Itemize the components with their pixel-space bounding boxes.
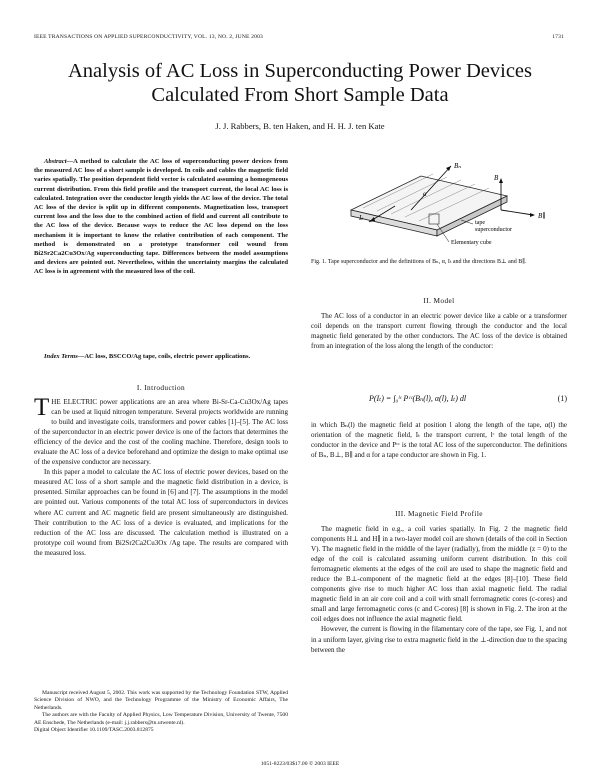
footnote-affiliation: The authors are with the Faculty of Applied Physics, Low Temperature Division, University of Twente, 7500 AE Enschede, The Netherlands (e-mail: j.j.rabbers@tn.utwente.nl). <box>34 712 288 726</box>
field-paragraph-1: The magnetic field in e.g., a coil varies spatially. In Fig. 2 the magnetic field components H⊥ and H∥ in a two-layer model coil are shown (details of the coil in Section V). The magnetic field in the middle of the layer (radially), from the middle (z = 0) to the edge of the coil is calculated assuming uniform current distribution. In this coil ferromagnetic elements at the edges of the coil are used to shape the magnetic field and reduce the B⊥-component of the magnetic field at the edges [8]–[10]. These field components give rise to much higher AC loss than axial magnetic field. The radial magnetic field in an air core coil and a coil with small ferromagnetic cores (c-cores) and small and large ferromagnetic cores (c and C-cores) [8] is shown in Fig. 2. The iron at the coil edges does not influence the axial magnetic field. <box>311 525 567 624</box>
paper-title: Analysis of AC Loss in Superconducting Power Devices Calculated From Short Sample Data <box>67 60 533 106</box>
section-heading-magnetic-field: III. Magnetic Field Profile <box>395 509 483 518</box>
alpha-label: α <box>423 190 427 198</box>
figure-1-tape-diagram <box>311 152 567 256</box>
copyright-line: 1051-8223/03$17.00 © 2003 IEEE <box>260 761 340 767</box>
magnetic-field-body <box>311 524 567 655</box>
model-text-1: The AC loss of a conductor in an electric power device like a cable or a transformer coil depends on the transport current flowing through the conductor and the local magnetic field generated by the other conductors. The AC loss of the device is obtained from an integration of the loss along the length of the conductor: <box>311 312 567 351</box>
author-list: J. J. Rabbers, B. ten Haken, and H. H. J. ten Kate <box>215 121 385 131</box>
intro-paragraph-1: HE ELECTRIC power applications are an area where Bi-Sr-Ca-Cu3Ox/Ag tapes can be used at liquid nitrogen temperature. Several projects worldwide are running to build and investigate coils, transformers and power cables [1]–[5]. The AC loss of the superconductor in an electric power device is one of the factors that determines the efficiency of the device and the cost of the cooling machine. Therefore, design tools to evaluate the AC loss of a device beforehand and optimize the design to make optimal use of the expensive conductor are necessary. <box>34 398 288 467</box>
b-par-label: B∥ <box>538 212 546 220</box>
b-par-arrowhead <box>530 213 535 217</box>
abstract-text: A method to calculate the AC loss of superconducting power devices from the measured AC loss of a short sample is developed. In coils and cables the magnetic field varies spatially. The position dependent field vector is calculated assuming a homogeneous current distribution. From this field profile and the transport current, the local AC loss is calculated. Integration over the conductor length yields the AC loss of the device. The total AC loss of the device is split up in different components. Magnetization loss, transport current loss and the loss due to the combined action of field and current all contribute to the AC loss of the device. Because ways to reduce the AC loss depend on the loss mechanism it is important to know the relative contribution of each component. The method is demonstrated on a prototype transformer coil wound from Bi2Sr2Ca2Cu3Ox/Ag superconducting tape. Differences between the model assumptions and devices are pointed out. Nevertheless, within the uncertainty margins the calculated AC loss is in agreement with the measured loss of the coil. <box>34 158 288 276</box>
it-label: Iₜ <box>359 214 364 222</box>
journal-name: IEEE TRANSACTIONS ON APPLIED SUPERCONDUCTIVITY, VOL. 13, NO. 2, JUNE 2003 <box>34 34 263 40</box>
model-paragraph-2 <box>311 420 567 460</box>
introduction-body <box>34 394 288 558</box>
tape-label: tape <box>475 220 485 226</box>
cube-label: Elementary cube <box>451 240 492 246</box>
equation-1-body: P(Iₜ) = ∫₀ˡᶜ Pᶜᶜ(Bₙ(l), α(l), Iₜ) dl <box>369 394 467 403</box>
superconductor-label: superconductor <box>475 227 512 233</box>
running-head <box>34 34 564 40</box>
field-paragraph-2: However, the current is flowing in the filamentary core of the tape, see Fig. 1, and not in a uniform layer, giving rise to extra magnetic field in the ⊥-direction due to the spacing between the <box>311 625 567 654</box>
index-terms-text: AC loss, BSCCO/Ag tape, coils, electric power applications. <box>84 353 251 360</box>
index-terms <box>34 352 288 361</box>
abstract-label: Abstract— <box>44 158 74 165</box>
equation-1-number: (1) <box>557 394 567 403</box>
b-perp-arrowhead <box>499 178 503 183</box>
intro-paragraph-2: In this paper a model to calculate the AC loss of electric power devices, based on the measured AC loss of a short sample and the magnetic field distribution in a device, is presented. Similar approaches can be found in [6] and [7]. The assumptions in the model are pointed out. Various components of the total AC loss of superconductors in devices where AC current and AC magnetic field are present simultaneously are distinguished. Their contribution to the AC loss of a device is evaluated, and implications for the reduction of the AC loss are discussed. The calculation method is illustrated on a prototype coil wound from Bi2Sr2Ca2Cu3Ox /Ag tape. The results are compared with the measured loss. <box>34 468 288 557</box>
footnote <box>34 690 288 734</box>
section-heading-introduction: I. Introduction <box>136 383 186 392</box>
index-terms-label: Index Terms— <box>44 353 85 360</box>
b-par-arrow <box>501 210 533 215</box>
footnote-manuscript: Manuscript received August 5, 2002. This work was supported by the Technology Foundation STW, Applied Science Division of NWO, and the Technology Programme of the Ministry of Economic Affairs, The Netherlands. <box>34 690 288 711</box>
page-number: 1731 <box>552 34 564 40</box>
footnote-doi: Digital Object Identifier 10.1109/TASC.2003.812875 <box>34 727 154 734</box>
drop-cap: T <box>34 394 50 421</box>
section-heading-model: II. Model <box>423 296 455 305</box>
b-perp-label: B <box>494 174 499 182</box>
model-paragraph-1 <box>311 311 567 351</box>
bn-label: Bₙ <box>454 162 462 170</box>
model-text-2: in which Bₙ(l) the magnetic field at position l along the length of the tape, α(l) the orientation of the magnetic field, Iₜ the transport current, lᶜ the total length of the conductor in the device and Pᶜᶜ is the total AC loss of the superconductor. The definitions of Bₙ, B⊥, B∥ and α for a tape conductor are shown in Fig. 1. <box>311 421 567 460</box>
abstract <box>34 157 288 277</box>
figure-1-caption: Fig. 1. Tape superconductor and the definitions of Bₙ, α, Iₜ and the directions B⊥ and B∥. <box>311 259 527 265</box>
